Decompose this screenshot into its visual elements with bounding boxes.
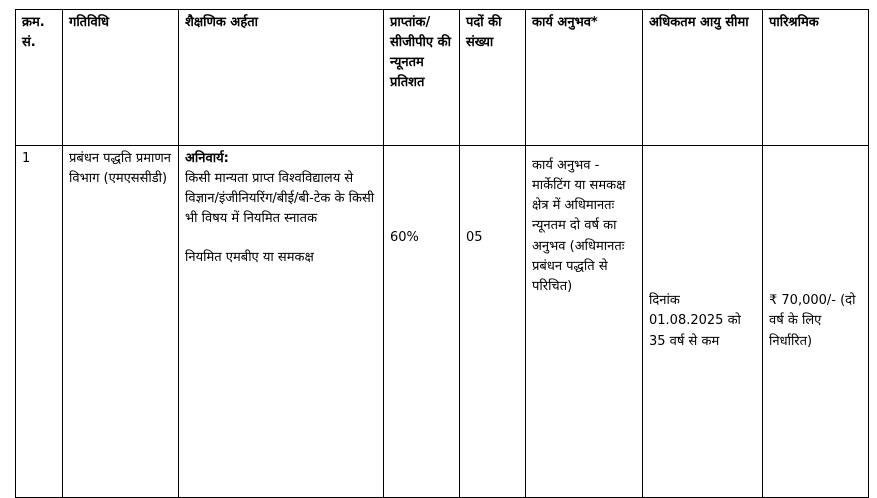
header-age-limit: अधिकतम आयु सीमा: [643, 10, 763, 146]
header-row: [16, 10, 869, 146]
cell-experience: कार्य अनुभव - मार्केटिंग या समकक्ष क्षेत्र में अधिमानतः न्यूनतम दो वर्ष का अनुभव (अधिमानतः प्रबंधन पद्धति से परिचित): [526, 146, 643, 498]
header-experience: कार्य अनुभव*: [526, 10, 643, 146]
qualification-heading: अनिवार्य:: [185, 151, 229, 166]
cell-sno: 1: [16, 146, 63, 498]
cell-age-limit: दिनांक 01.08.2025 को 35 वर्ष से कम: [643, 146, 763, 498]
header-remuneration: पारिश्रमिक: [763, 10, 869, 146]
cell-posts: 05: [460, 146, 526, 498]
header-qualification: शैक्षणिक अर्हता: [179, 10, 384, 146]
qualification-line-1: किसी मान्यता प्राप्त विश्वविद्यालय से विज्ञान/इंजीनियरिंग/बीई/बी-टेक के किसी भी विषय में नियमित स्नातक: [185, 171, 375, 227]
table-row: [16, 146, 869, 498]
qualification-spacer: [185, 230, 377, 248]
recruitment-table: [15, 9, 869, 498]
cell-qualification: [179, 146, 384, 498]
header-sno: क्रम. सं.: [16, 10, 63, 146]
cell-min-percent: 60%: [384, 146, 460, 498]
cell-remuneration: ₹ 70,000/- (दो वर्ष के लिए निर्धारित): [763, 146, 869, 498]
header-activity: गतिविधि: [63, 10, 179, 146]
header-min-percent: प्राप्तांक/ सीजीपीए की न्यूनतम प्रतिशत: [384, 10, 460, 146]
cell-activity: प्रबंधन पद्धति प्रमाणन विभाग (एमएससीडी): [63, 146, 179, 498]
header-posts: पदों की संख्या: [460, 10, 526, 146]
qualification-line-2: नियमित एमबीए या समकक्ष: [185, 249, 314, 265]
